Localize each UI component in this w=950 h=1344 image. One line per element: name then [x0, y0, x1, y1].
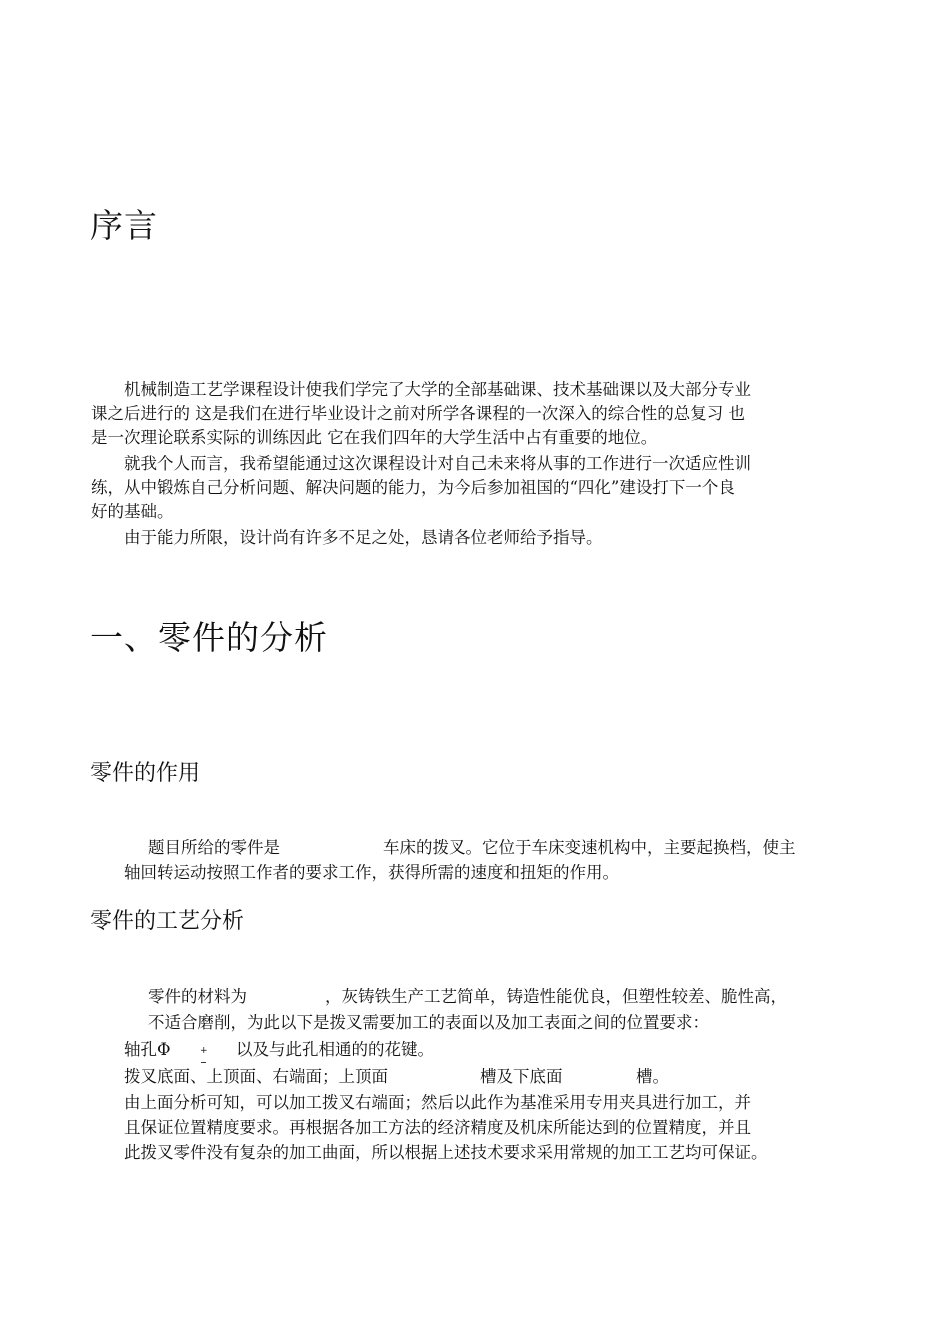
tolerance-plus-mark: + — [200, 1046, 208, 1056]
conclusion-line-2: 且保证位置精度要求。再根据各加工方法的经济精度及机床所能达到的位置精度，并且 — [124, 1118, 751, 1137]
preface-line-3: 是一次理论联系实际的训练因此 它在我们四年的大学生活中占有重要的地位。 — [91, 428, 658, 447]
surfaces-line-b: 槽及下底面 — [480, 1067, 563, 1086]
preface-line-2: 课之后进行的 这是我们在进行毕业设计之前对所学各课程的一次深入的综合性的总复习 也 — [91, 404, 745, 423]
process-line-1b: ，灰铸铁生产工艺简单，铸造性能优良，但塑性较差、脆性高， — [325, 987, 787, 1006]
preface-line-5: 练，从中锻炼自己分析问题、解决问题的能力，为今后参加祖国的“四化”建设打下一个良 — [91, 478, 735, 497]
tolerance-minus-mark — [201, 1062, 206, 1063]
surfaces-line-c: 槽。 — [636, 1067, 669, 1086]
preface-line-6: 好的基础。 — [91, 502, 174, 521]
chapter1-title: 一、零件的分析 — [90, 618, 328, 657]
process-section-title: 零件的工艺分析 — [90, 909, 245, 934]
shaft-hole-text: 以及与此孔相通的的花键。 — [236, 1040, 434, 1059]
conclusion-line-3: 此拨叉零件没有复杂的加工曲面，所以根据上述技术要求采用常规的加工工艺均可保证。 — [124, 1143, 768, 1162]
function-line-2: 轴回转运动按照工作者的要求工作，获得所需的速度和扭矩的作用。 — [124, 863, 619, 882]
function-line-1b: 车床的拨叉。它位于车床变速机构中，主要起换档，使主 — [383, 838, 796, 857]
preface-line-7: 由于能力所限，设计尚有许多不足之处，恳请各位老师给予指导。 — [124, 528, 603, 547]
function-line-1a: 题目所给的零件是 — [148, 838, 280, 857]
shaft-hole-label: 轴孔Φ — [124, 1040, 171, 1059]
process-line-2: 不适合磨削，为此以下是拨叉需要加工的表面以及加工表面之间的位置要求： — [148, 1013, 709, 1032]
preface-line-4: 就我个人而言，我希望能通过这次课程设计对自己未来将从事的工作进行一次适应性训 — [124, 454, 751, 473]
process-line-1a: 零件的材料为 — [148, 987, 247, 1006]
preface-title: 序言 — [90, 206, 158, 245]
conclusion-line-1: 由上面分析可知，可以加工拨叉右端面；然后以此作为基准采用专用夹具进行加工，并 — [124, 1093, 751, 1112]
function-section-title: 零件的作用 — [90, 761, 201, 786]
preface-line-1: 机械制造工艺学课程设计使我们学完了大学的全部基础课、技术基础课以及大部分专业 — [124, 380, 751, 399]
surfaces-line-a: 拨叉底面、上顶面、右端面；上顶面 — [124, 1067, 388, 1086]
